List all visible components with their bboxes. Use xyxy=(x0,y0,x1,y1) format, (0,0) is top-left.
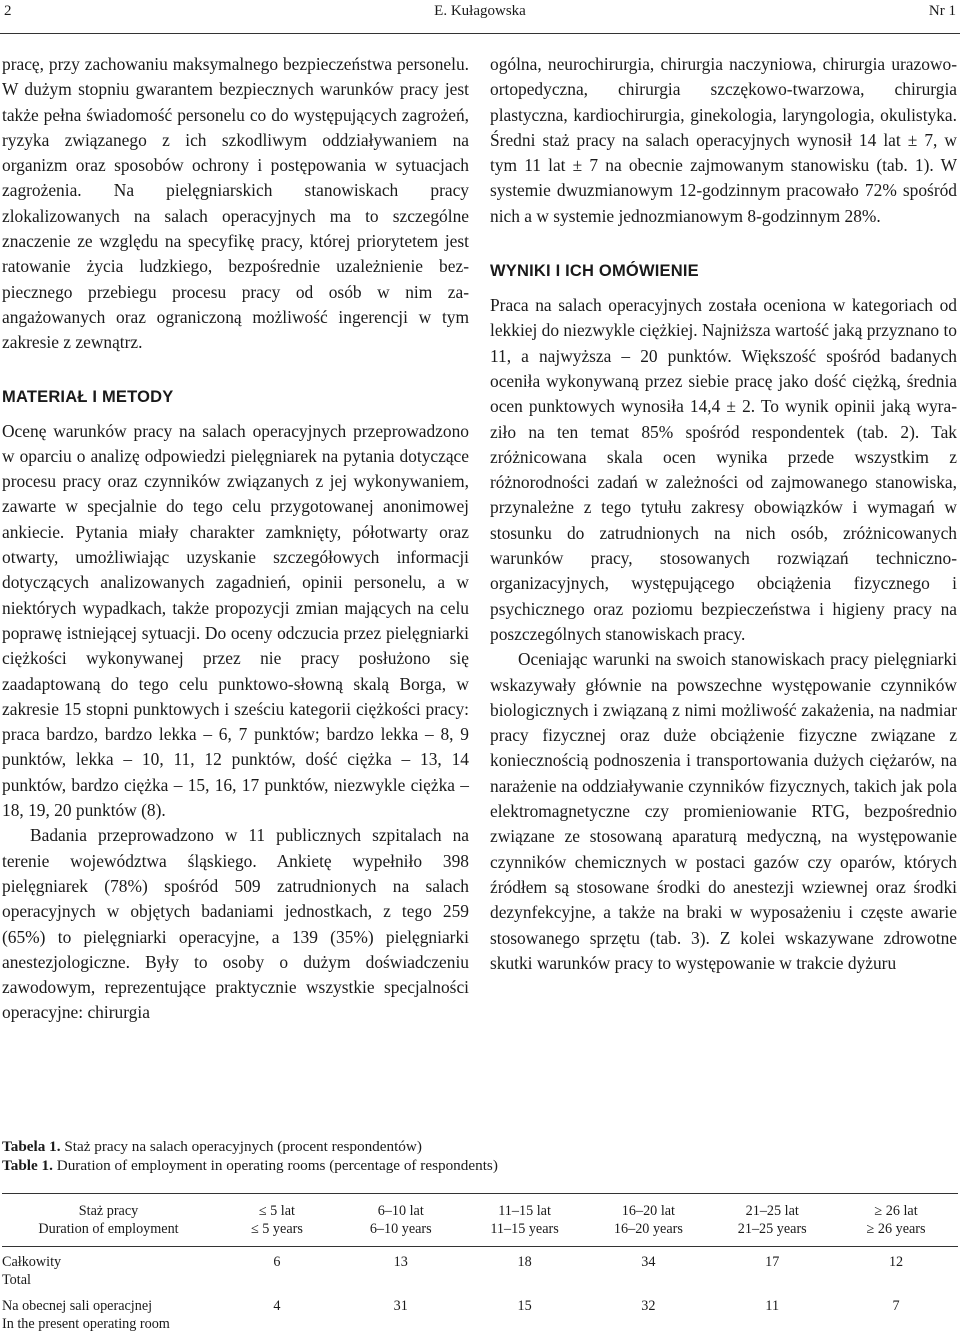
header-rule xyxy=(0,33,960,34)
table-caption-en xyxy=(2,1156,942,1175)
header-pl: 6–10 lat xyxy=(377,1203,424,1219)
table-header-cell xyxy=(710,1202,834,1238)
header-en: 16–20 years xyxy=(613,1221,683,1237)
employment-table xyxy=(2,1193,958,1337)
row-label-pl: Na obecnej sali operacjnej xyxy=(2,1298,153,1314)
table-header-cell xyxy=(586,1202,710,1238)
header-en: ≤ 5 years xyxy=(250,1221,303,1237)
table-cell: 6 xyxy=(273,1254,281,1270)
header-en: 6–10 years xyxy=(369,1221,432,1237)
table-label-en: Table 1. xyxy=(2,1157,53,1174)
header-label-pl: Staż pracy xyxy=(78,1203,139,1219)
table-row xyxy=(2,1293,958,1337)
methods-paragraph-2: Badania przeprowadzono w 11 publicznych szpitalach na terenie województwa śląskiego. Ankietę wypełniło 398 pielęgniarek (78%) spośród 509 zatrudnionych na salach operacyjnych w objętych badaniami jednostkach, z tego 259 (65%) to pielęgniarki operacyjne, a 139 (35%) pielęgniarki anestezjologiczne. Były to osoby o dużym doświadczeniu zawodowym, reprezentujące praktycznie wszystkie specjalności operacyjne: chirurgia xyxy=(2,825,469,1023)
table-cell: 11 xyxy=(765,1298,780,1314)
table-header-cell xyxy=(463,1202,587,1238)
methods-paragraph-1: Ocenę warunków pracy na salach operacyjnych przeprowadzono w oparciu o analizę odpowiedzi pielęgniarek na pytania dotyczące procesu pracy oraz czynników związanych z jej wykonywaniem, zawarte w specjalnie do tego celu przygotowanej anonimowej ankiecie. Pytania miały charakter zamknięty, półotwarty oraz otwarty, umożliwiając uzyskanie szczegółowych informacji dotyczących analizowanych zagadnień, opinii personelu, a w niektórych wypadkach, także propozycji zmian mających na celu poprawę istniejącej sytuacji. Do oceny odczucia przez pielęgniarki ciężkości wykonywanej przez nie pracy posłużono się zaadaptowaną do tego celu punktowo-słowną skalą Borga, w zakresie 15 stopni punktowych i sześciu kategorii ciężkości pracy: praca bardzo, bardzo lekka – 6, 7 punktów; bardzo lekka – 8, 9 punktów, lekka – 10, 11, 12 punktów, dość ciężka – 13, 14 punktów, bardzo ciężka – 15, 16, 17 punktów, niezwykle ciężka –18, 19, 20 punktów (8). xyxy=(2,420,469,821)
table-cell: 13 xyxy=(393,1254,408,1270)
table-label-pl: Tabela 1. xyxy=(2,1138,61,1155)
header-pl: 11–15 lat xyxy=(498,1203,551,1219)
table-header-row xyxy=(2,1202,958,1246)
table-cell: 4 xyxy=(273,1298,281,1314)
row-label xyxy=(2,1253,215,1289)
results-heading: WYNIKI I ICH OMÓWIENIE xyxy=(490,262,699,281)
row-label-en: Total xyxy=(2,1272,31,1288)
table-row xyxy=(2,1249,958,1293)
table-title-en: Duration of employment in operating rooms (percentage of respondents) xyxy=(52,1157,498,1174)
header-pl: 16–20 lat xyxy=(621,1203,675,1219)
table-cell: 34 xyxy=(641,1254,656,1270)
table-cell: 15 xyxy=(517,1298,532,1314)
intro-paragraph: pracę, przy zachowaniu maksymalnego bezpieczeństwa personelu. W dużym stopniu gwarantem bezpiecznych warunków pracy jest także pełna świadomość personelu co do występujących zagrożeń, ryzyka związanego z ich szkodliwym oddziaływaniem na organizm oraz sposobów ochrony i postępowania w sytuacjach zagrożenia. Na pielęgniarskich stanowiskach pracy zlokalizowanych na salach operacyjnych ma to szczególne znaczenie ze względu na specyfikę pracy, której priorytetem jest ratowanie życia ludzkiego, bezpośrednie uzależnienie bezpiecznego przebiegu procesu pracy od osób w nim zaangażowanych oraz ograniczoną możliwość ingerencji w tym zakresie z zewnątrz. xyxy=(2,54,469,353)
table-cell: 31 xyxy=(393,1298,408,1314)
continuation-paragraph: ogólna, neurochirurgia, chirurgia naczyniowa, chirurgia urazowo-ortopedyczna, chirurgia szczękowo-twarzowa, chirurgia plastyczna, kardiochirurgia, ginekologia, laryngologia, okulistyka. Średni staż pracy na salach operacyjnych wynosił 14 lat ± 7, w tym 11 lat ± 7 na obecnie zajmowanym stanowisku (tab. 1). W systemie dwuzmianowym 12-godzinnym pracowało 72% spośród nich a w systemie jednozmianowym 8-godzinnym 28%. xyxy=(490,54,957,226)
right-column xyxy=(490,52,957,976)
table-caption xyxy=(2,1137,942,1175)
table-cell: 7 xyxy=(892,1298,900,1314)
methods-heading: MATERIAŁ I METODY xyxy=(2,387,174,406)
header-en: ≥ 26 years xyxy=(866,1221,926,1237)
table-header-cell xyxy=(339,1202,463,1238)
header-pl: ≥ 26 lat xyxy=(874,1203,918,1219)
header-en: 21–25 years xyxy=(737,1221,807,1237)
table-cell: 12 xyxy=(888,1254,904,1270)
table-caption-pl xyxy=(2,1137,942,1156)
table-header-cell xyxy=(834,1202,958,1238)
left-column xyxy=(2,52,469,1026)
table-title-pl: Staż pracy na salach operacyjnych (procent respondentów) xyxy=(60,1138,422,1155)
row-label-pl: Całkowity xyxy=(2,1254,62,1270)
header-pl: 21–25 lat xyxy=(745,1203,799,1219)
table-cell: 32 xyxy=(641,1298,656,1314)
header-en: 11–15 years xyxy=(490,1221,559,1237)
table-top-rule xyxy=(2,1193,958,1194)
results-paragraph-1: Praca na salach operacyjnych została oceniona w kategoriach od lekkiej do niezwykle ciężkiej. Najniższa wartość jaką przyznano to 11, a najwyższa – 20 punktów. Większość spośród badanych oceniła wykonywaną przez siebie pracę jako dość ciężką, średnia ocen punktowych wynosiła 14,4 ± 2. To wynik opinii jaką wyraziło na ten temat 85% spośród respondentek (tab. 2). Tak zróżnicowana skala ocen wynika przede wszystkim z różnorodności zadań w zależności od zajmowanego stanowiska, przynależne z tego tytułu zakresy obowiązków i wymagań w stosunku do zatrudnionych na nich osób, zróżnicowanych warunków pracy, stosowanych rozwiązań techniczno-organizacyjnych, występującego obciążenia fizycznego i psychicznego oraz poziomu bezpieczeństwa i higieny pracy na poszczególnych stanowiskach pracy. xyxy=(490,295,957,644)
table-header-rule xyxy=(2,1246,958,1247)
results-paragraph-2: Oceniając warunki na swoich stanowiskach pracy pielęgniarki wskazywały głównie na powszechne występowanie czynników biologicznych i związaną z nimi możliwość zakażenia, na nadmiar pracy fizycznej oraz duże obciążenie fizyczne związane z koniecznością podnoszenia i transportowania dużych ciężarów, na narażenie na oddziaływanie czynników fizycznych, takich jak pola elektromagnetyczne czy promieniowanie RTG, bezpośrednio związane ze stosowaną aparaturą medyczną, na występowanie czynników chemicznych w postaci gazów czy oparów, których źródłem są stosowane środki do anestezji wziewnej oraz środki dezynfekcyjne, a także na braki w wyposażeniu i częste awarie stosowanego sprzętu (tab. 3). Z kolei wskazywane zdrowotne skutki warunków pracy to występowanie w trakcie dyżuru xyxy=(490,649,957,973)
table-cell: 17 xyxy=(765,1254,780,1270)
issue-number: Nr 1 xyxy=(928,3,956,19)
table-header-label xyxy=(2,1202,215,1238)
header-label-en: Duration of employment xyxy=(38,1221,179,1237)
row-label-en: In the present operating room xyxy=(2,1316,170,1332)
header-pl: ≤ 5 lat xyxy=(258,1203,295,1219)
table-cell: 18 xyxy=(517,1254,532,1270)
page-number: 2 xyxy=(4,3,12,19)
running-header xyxy=(0,0,960,22)
table-header-cell xyxy=(215,1202,339,1238)
running-author: E. Kułagowska xyxy=(434,3,526,19)
